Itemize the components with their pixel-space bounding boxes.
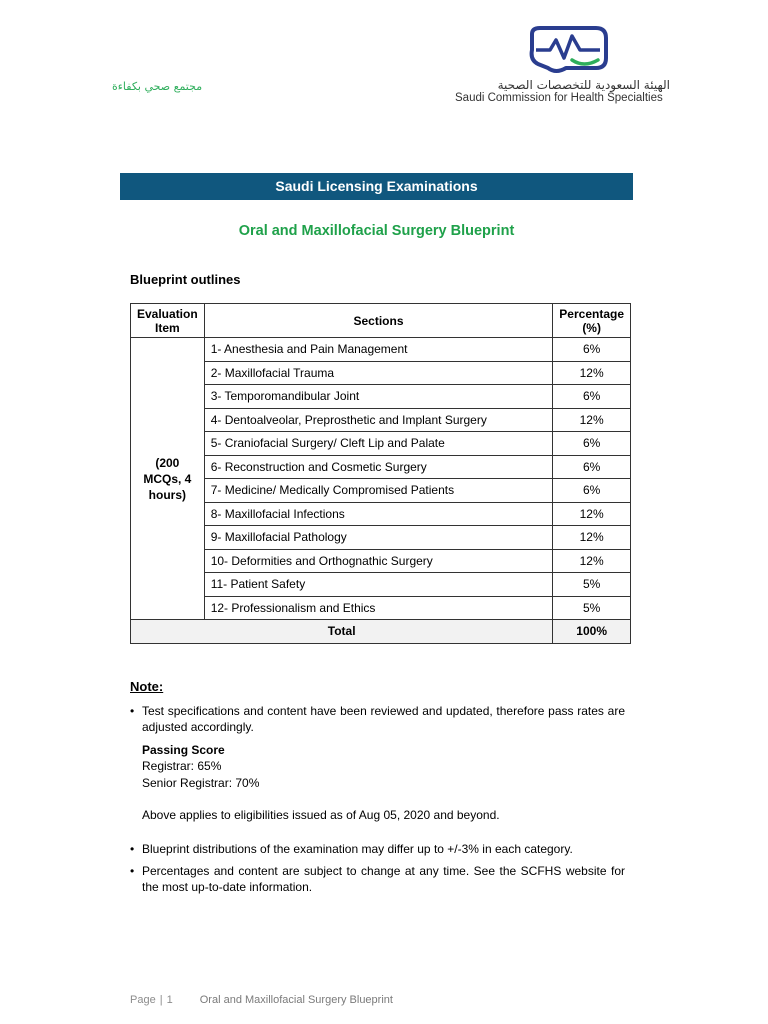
section-cell: 7- Medicine/ Medically Compromised Patients [204,479,553,503]
tagline-arabic: مجتمع صحي بكفاءة [112,80,203,93]
table-row [131,479,631,503]
percent-cell: 6% [553,479,631,503]
header-percentage: Percentage (%) [553,304,631,338]
section-cell: 11- Patient Safety [204,573,553,597]
scfhs-emblem-icon [526,24,612,76]
percent-cell: 6% [553,455,631,479]
org-name-english: Saudi Commission for Health Specialties [455,92,663,104]
footer-page-label: Page [130,994,156,1006]
section-cell: 5- Craniofacial Surgery/ Cleft Lip and Palate [204,432,553,456]
passing-score-label: Passing Score [142,743,225,757]
percent-cell: 12% [553,526,631,550]
table-row [131,502,631,526]
percent-cell: 12% [553,502,631,526]
percent-cell: 12% [553,549,631,573]
bullet-dot-icon: • [130,704,135,718]
section-cell: 9- Maxillofacial Pathology [204,526,553,550]
table-row [131,338,631,362]
org-name-arabic: الهيئة السعودية للتخصصات الصحية [497,78,670,92]
page-title: Oral and Maxillofacial Surgery Blueprint [238,223,515,239]
note-bullet-1 [130,703,625,735]
scfhs-logo [452,24,682,108]
exam-banner: Saudi Licensing Examinations [120,173,633,200]
section-cell: 3- Temporomandibular Joint [204,385,553,409]
table-row [131,432,631,456]
footer-doc-title: Oral and Maxillofacial Surgery Blueprint [199,994,393,1006]
note-bullet-2 [130,841,625,857]
table-row [131,385,631,409]
table-row [131,408,631,432]
note-bullet-2-text: Blueprint distributions of the examination may differ up to +/-3% in each category. [142,842,573,856]
total-value: 100% [553,620,631,644]
total-label: Total [131,620,553,644]
section-cell: 10- Deformities and Orthognathic Surgery [204,549,553,573]
total-row [131,620,631,644]
table-row [131,549,631,573]
section-cell: 1- Anesthesia and Pain Management [204,338,553,362]
section-cell: 4- Dentoalveolar, Preprosthetic and Implant Surgery [204,408,553,432]
outlines-heading: Blueprint outlines [130,272,241,287]
table-row [131,596,631,620]
bullet-dot-icon: • [130,864,135,878]
note-heading: Note: [130,679,164,694]
note-bullet-1-text: Test specifications and content have been reviewed and updated, therefore pass rates are adjusted accordingly. [142,704,625,734]
senior-registrar-score: Senior Registrar: 70% [142,776,260,790]
section-cell: 2- Maxillofacial Trauma [204,361,553,385]
table-row [131,573,631,597]
blueprint-table [130,303,631,644]
table-row [131,361,631,385]
percent-cell: 6% [553,338,631,362]
registrar-score: Registrar: 65% [142,759,222,773]
bullet-dot-icon: • [130,842,135,856]
percent-cell: 6% [553,432,631,456]
percent-cell: 12% [553,408,631,432]
section-cell: 12- Professionalism and Ethics [204,596,553,620]
section-cell: 6- Reconstruction and Cosmetic Surgery [204,455,553,479]
page-footer: Page | 1 Oral and Maxillofacial Surgery Blueprint [130,994,393,1006]
percent-cell: 6% [553,385,631,409]
note-bullet-3 [130,863,625,895]
table-row [131,455,631,479]
eligibility-note: Above applies to eligibilities issued as of Aug 05, 2020 and beyond. [142,808,500,822]
header-sections: Sections [204,304,553,338]
table-header-row [131,304,631,338]
evaluation-item-cell: (200 MCQs, 4 hours) [131,338,205,620]
header-evaluation-item: Evaluation Item [131,304,205,338]
percent-cell: 5% [553,573,631,597]
percent-cell: 12% [553,361,631,385]
section-cell: 8- Maxillofacial Infections [204,502,553,526]
footer-page-number: 1 [166,994,173,1006]
note-bullet-3-text: Percentages and content are subject to change at any time. See the SCFHS website for the most up-to-date information. [142,864,625,894]
percent-cell: 5% [553,596,631,620]
table-row [131,526,631,550]
